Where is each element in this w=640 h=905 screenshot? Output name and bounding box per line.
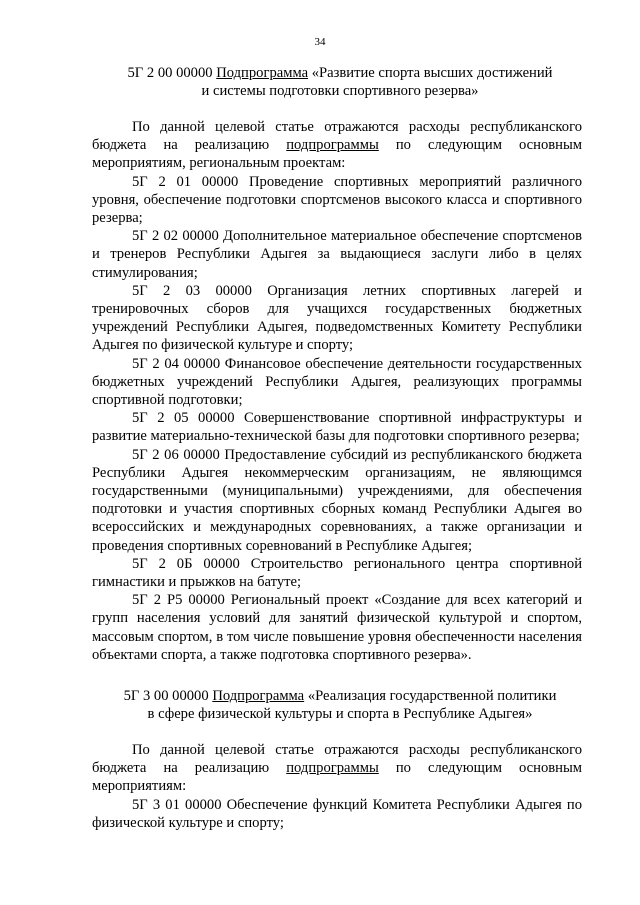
- section1-intro-text: По данной целевой статье отражаются расходы республиканского бюджета на реализацию: [92, 119, 582, 154]
- section1-heading-subprogram-word: Подпрограмма: [216, 65, 309, 81]
- section1-item-04: 5Г 2 04 00000 Финансовое обеспечение деятельности государственных бюджетных учреждений Республики Адыгея, реализующих программы спортивной подготовки;: [92, 355, 582, 409]
- section1-item-0B: 5Г 2 0Б 00000 Строительство регионального центра спортивной гимнастики и прыжков на батуте;: [92, 555, 582, 591]
- section2-heading-line1: [95, 687, 585, 705]
- section1-body: [92, 118, 582, 664]
- section1-item-03: 5Г 2 03 00000 Организация летних спортивных лагерей и тренировочных сборов для учащихся государственных бюджетных учреждений Республики Адыгея, подведомственных Комитету Республики Адыгея по физической культуре и спорту;: [92, 282, 582, 354]
- section1-intro-text-end: по следующим основным мероприятиям, региональным проектам:: [92, 137, 582, 172]
- section1-item-06: 5Г 2 06 00000 Предоставление субсидий из республиканского бюджета Республики Адыгея некоммерческим организациям, не являющимся государственными (муниципальными) учреждениями, для обеспечения подготовки и участия спортивных сборных команд Республики Адыгея во всероссийских и международных соревнованиях, а также организации и проведения спортивных соревнований в Республике Адыгея;: [92, 446, 582, 554]
- section2-intro-subprogram-link: подпрограммы: [286, 760, 379, 777]
- section2-intro-text-end: по следующим основным мероприятиям:: [92, 760, 582, 795]
- page-number: 34: [314, 36, 326, 48]
- section2-intro: [92, 741, 582, 796]
- section1-item-01: 5Г 2 01 00000 Проведение спортивных мероприятий различного уровня, обеспечение подготовки спортсменов высокого класса и спортивного резерва;: [92, 173, 582, 227]
- section1-item-P5: 5Г 2 Р5 00000 Региональный проект «Создание для всех категорий и групп населения условий для занятий физической культурой и спортом, массовым спортом, в том числе повышение уровня обеспеченности населения объектами спорта, а также подготовка спортивного резерва».: [92, 592, 582, 663]
- section1-item-02: 5Г 2 02 00000 Дополнительное материальное обеспечение спортсменов и тренеров Республики Адыгея за выдающиеся заслуги либо в целях стимулирования;: [92, 228, 582, 281]
- section1-heading-title: «Развитие спорта высших достижений: [311, 65, 553, 81]
- section2-heading-subprogram-word: Подпрограмма: [212, 688, 305, 704]
- section2-body: [92, 741, 582, 832]
- section2-heading-title: «Реализация государственной политики: [307, 688, 557, 704]
- section2-intro-text: По данной целевой статье отражаются расходы республиканского бюджета на реализацию: [92, 742, 582, 777]
- section1-heading-code: 5Г 2 00 00000: [127, 65, 213, 81]
- section1-item-05: 5Г 2 05 00000 Совершенствование спортивной инфраструктуры и развитие материально-технической базы для подготовки спортивного резерва;: [92, 410, 582, 445]
- section2-heading: [95, 687, 585, 723]
- section1-heading-line2: и системы подготовки спортивного резерва»: [201, 83, 479, 100]
- section2-heading-line2: в сфере физической культуры и спорта в Республике Адыгея»: [147, 706, 533, 723]
- section2-item-01: 5Г 3 01 00000 Обеспечение функций Комитета Республики Адыгея по физической культуре и спорту;: [92, 796, 582, 831]
- section1-intro: [92, 118, 582, 173]
- section2-heading-code: 5Г 3 00 00000: [123, 688, 209, 704]
- section1-heading-line1: [95, 64, 585, 82]
- section1-intro-subprogram-link: подпрограммы: [286, 137, 379, 154]
- section1-heading: [95, 64, 585, 100]
